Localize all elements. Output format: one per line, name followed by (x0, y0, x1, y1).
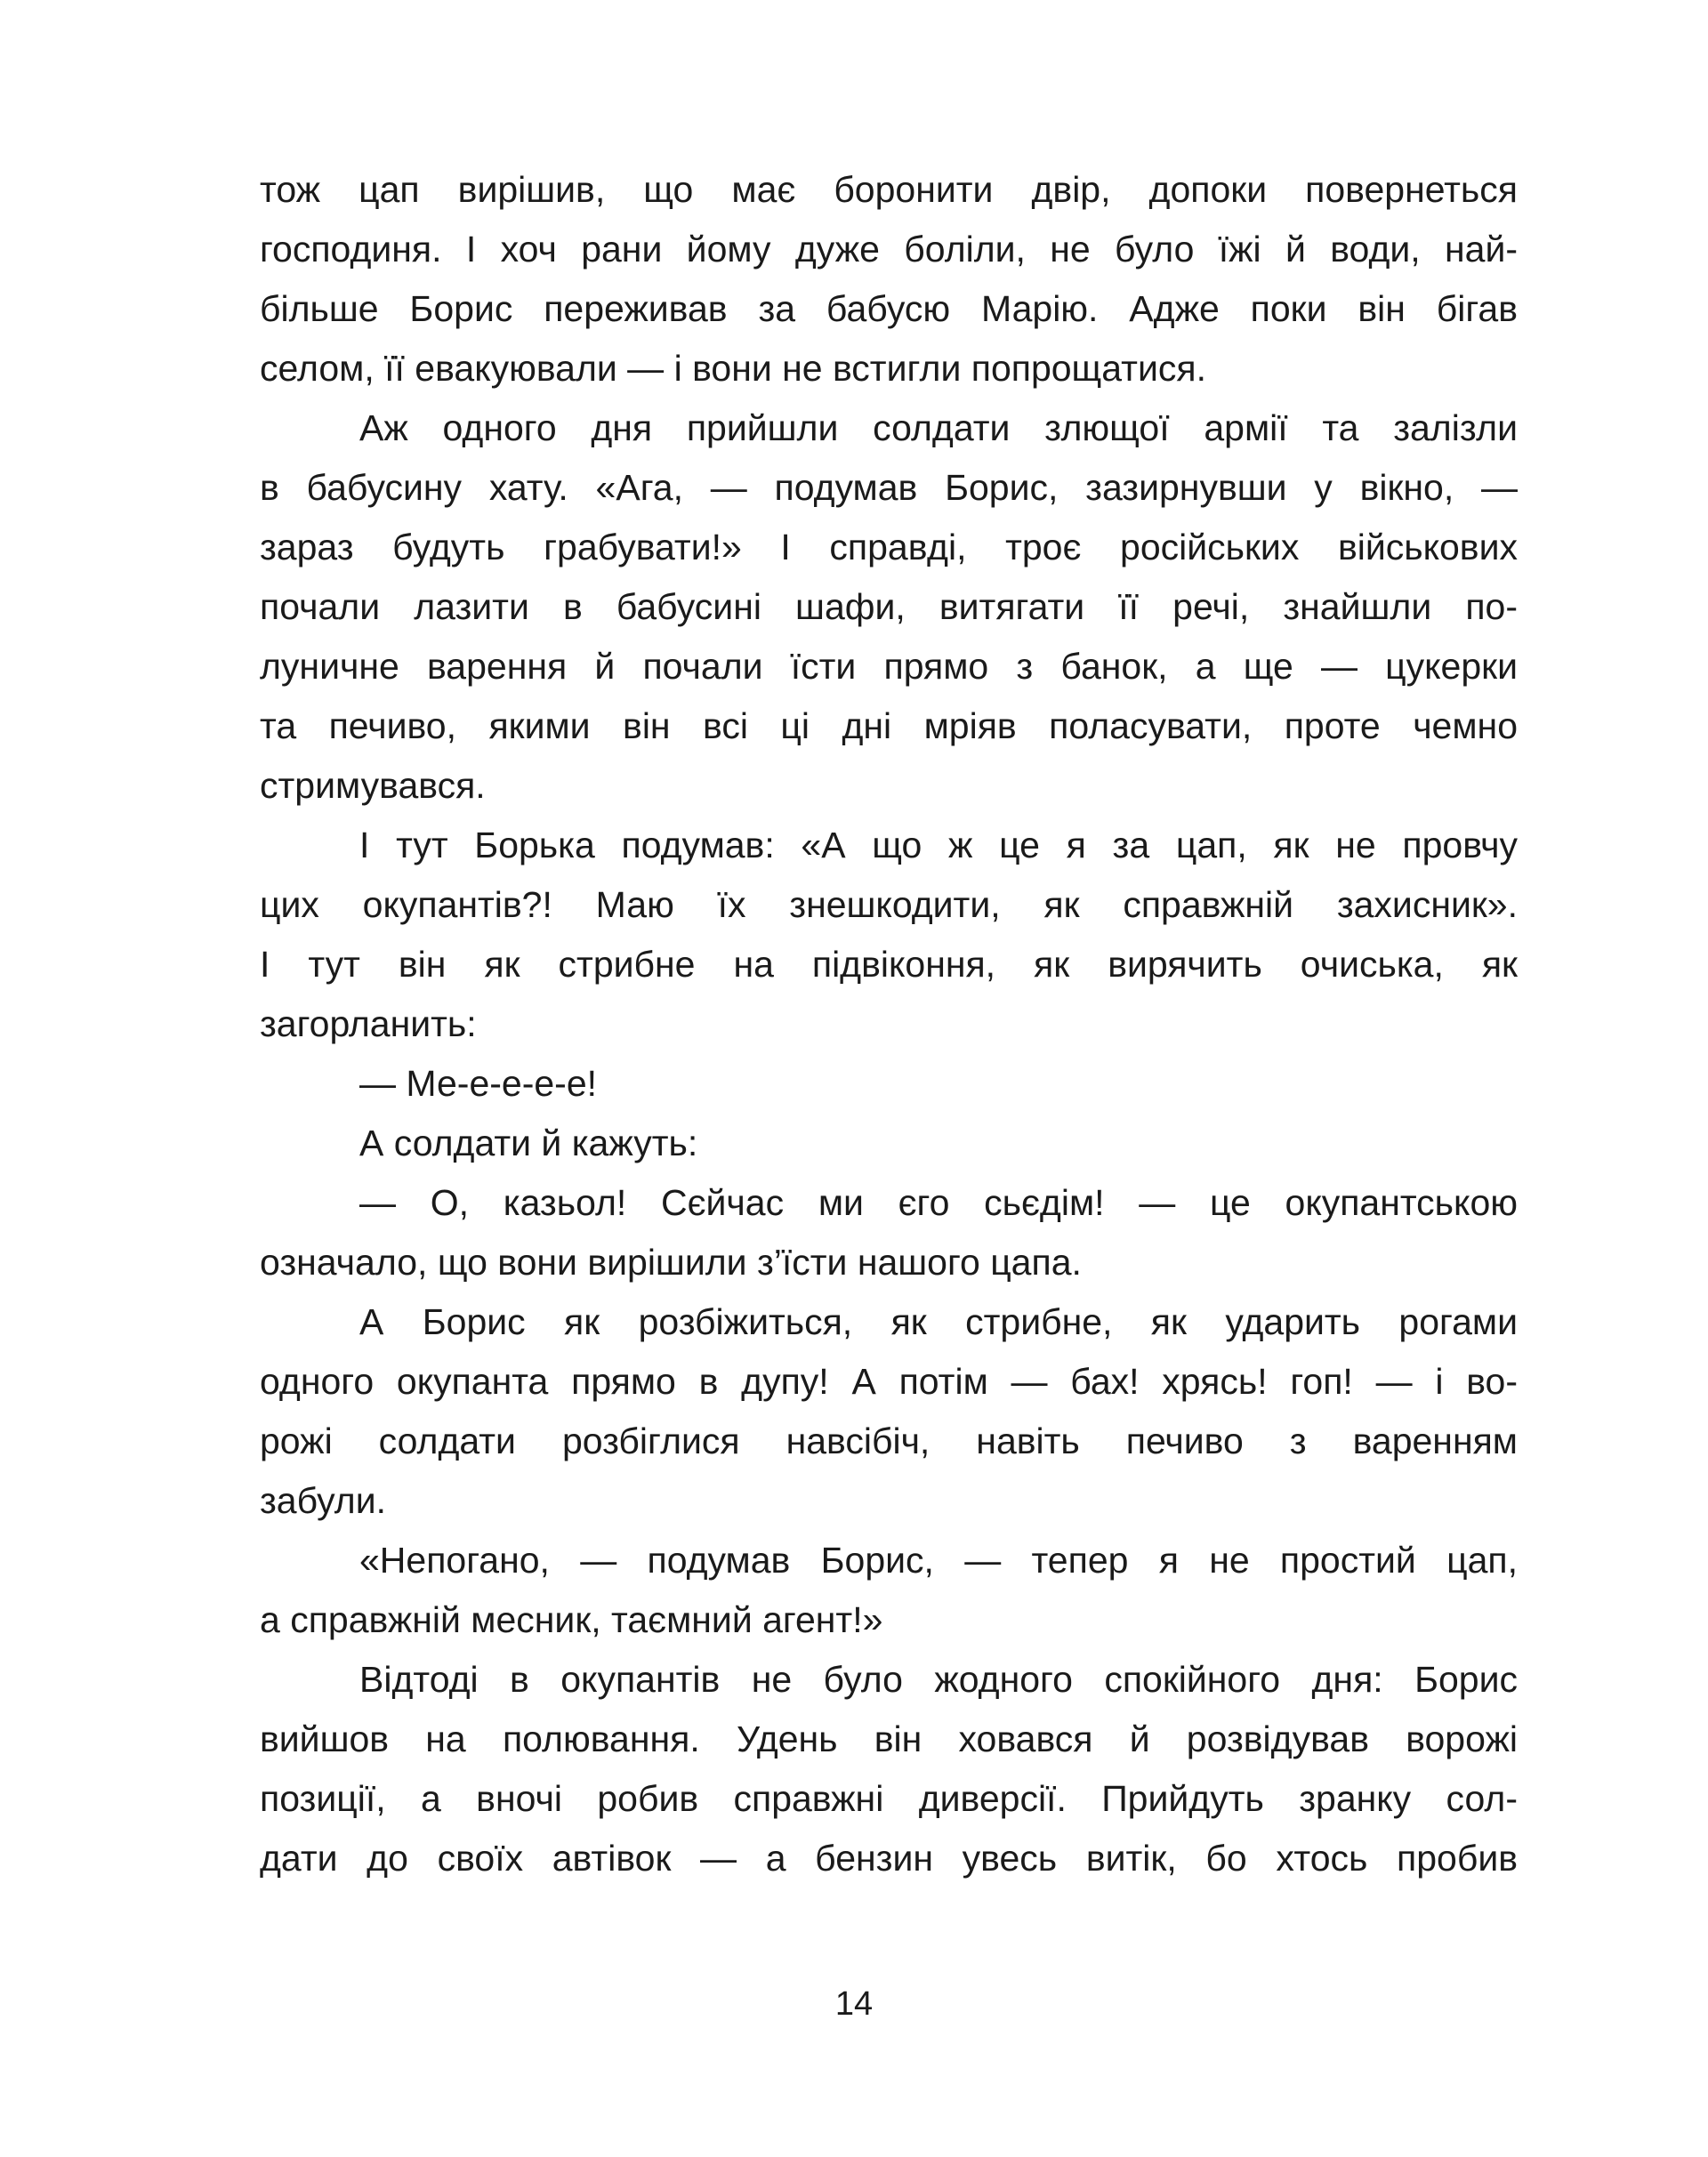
paragraph (260, 1173, 1518, 1292)
text-line: А солдати й кажуть: (359, 1123, 698, 1163)
paragraph (260, 1650, 1518, 1888)
text-line: І тут Борька подумав: «А що ж це я за цап, як не провчу (359, 825, 1518, 865)
text-line: А Борис як розбіжиться, як стрибне, як ударить рогами (359, 1301, 1518, 1342)
text-line: — Ме-е-е-е-е! (359, 1063, 598, 1104)
text-line: дати до своїх автівок — а бензин увесь витік, бо хтось пробив (260, 1838, 1518, 1879)
text-line: в бабусину хату. «Ага, — подумав Борис, зазирнувши у вікно, — (260, 467, 1518, 508)
paragraph (260, 1292, 1518, 1531)
text-line: зараз будуть грабувати!» І справді, троє російських військових (260, 527, 1518, 567)
text-line: луничне варення й почали їсти прямо з банок, а ще — цукерки (260, 646, 1518, 687)
text-line: одного окупанта прямо в дупу! А потім — бах! хрясь! гоп! — і во- (260, 1361, 1518, 1402)
paragraph (260, 1114, 1518, 1173)
text-line: селом, її евакуювали — і вони не встигли попрощатися. (260, 348, 1206, 389)
paragraph (260, 160, 1518, 398)
text-line: означало, що вони вирішили з’їсти нашого цапа. (260, 1242, 1082, 1283)
text-line: І тут він як стрибне на підвіконня, як вирячить очиська, як (260, 944, 1518, 985)
paragraph (260, 1054, 1518, 1114)
text-line: більше Борис переживав за бабусю Марію. Адже поки він бігав (260, 288, 1518, 329)
text-line: — О, казьол! Сєйчас ми єго сьєдім! — це окупантською (359, 1182, 1518, 1223)
text-line: а справжній месник, таємний агент!» (260, 1599, 883, 1640)
text-line: Відтоді в окупантів не було жодного спокійного дня: Борис (359, 1659, 1518, 1700)
text-line: стримувався. (260, 765, 486, 806)
text-line: вийшов на полювання. Удень він ховався й розвідував ворожі (260, 1718, 1518, 1759)
body-text (260, 160, 1518, 1888)
text-line: тож цап вирішив, що має боронити двір, допоки повернеться (260, 169, 1518, 210)
text-line: Аж одного дня прийшли солдати злющої армії та залізли (359, 407, 1518, 448)
text-line: господиня. І хоч рани йому дуже боліли, не було їжі й води, най- (260, 229, 1518, 270)
text-line: цих окупантів?! Маю їх знешкодити, як справжній захисник». (260, 884, 1518, 925)
page-number: 14 (834, 1985, 874, 2023)
text-line: позиції, а вночі робив справжні диверсії. Прийдуть зранку сол- (260, 1778, 1518, 1819)
text-line: рожі солдати розбіглися навсібіч, навіть печиво з варенням (260, 1421, 1518, 1461)
paragraph (260, 816, 1518, 1054)
text-line: почали лазити в бабусині шафи, витягати її речі, знайшли по- (260, 586, 1518, 627)
text-line: та печиво, якими він всі ці дні мріяв поласувати, проте чемно (260, 705, 1518, 746)
text-line: забули. (260, 1480, 386, 1521)
paragraph (260, 398, 1518, 816)
text-line: «Непогано, — подумав Борис, — тепер я не простий цап, (359, 1540, 1518, 1581)
paragraph (260, 1531, 1518, 1650)
text-line: загорланить: (260, 1003, 477, 1044)
